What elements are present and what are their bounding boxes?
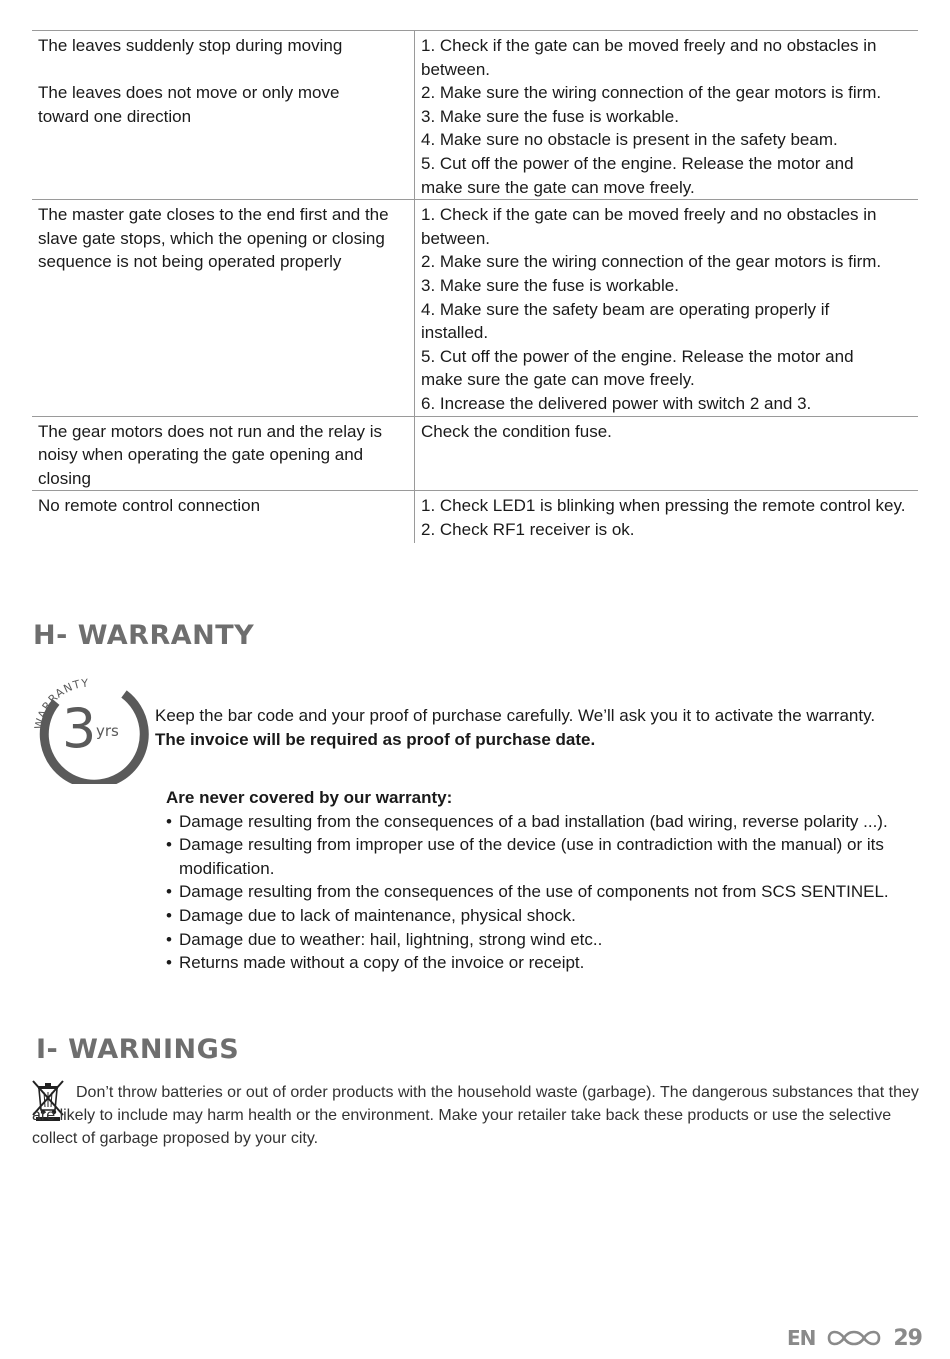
table-row	[32, 491, 918, 544]
cause-line	[38, 58, 408, 82]
warranty-intro	[155, 704, 875, 751]
cause-line: noisy when operating the gate opening and	[38, 445, 364, 465]
exclusion-item: • Damage resulting from the consequences of the use of components not from SCS SENTINEL.	[166, 880, 926, 904]
table-row	[32, 200, 918, 416]
cause-line: sequence is not being operated properly	[38, 252, 342, 272]
solution-line: installed.	[421, 323, 489, 343]
badge-unit: yrs	[96, 722, 119, 740]
solution-line: 4. Make sure no obstacle is present in the safety beam.	[421, 130, 838, 150]
cause-cell	[32, 491, 415, 544]
exclusion-item: • Damage due to weather: hail, lightning, strong wind etc..	[166, 928, 926, 952]
warranty-intro-bold: The invoice will be required as proof of purchase date.	[155, 729, 596, 749]
solution-line: 1. Check if the gate can be moved freely and no obstacles in	[421, 205, 877, 225]
cause-line: The leaves suddenly stop during moving	[38, 36, 343, 55]
solution-cell	[415, 491, 919, 544]
solution-line: 2. Make sure the wiring connection of the gear motors is firm.	[421, 83, 882, 103]
solution-line: 2. Make sure the wiring connection of the gear motors is firm.	[421, 252, 882, 272]
solution-line: 6. Increase the delivered power with switch 2 and 3.	[421, 393, 812, 413]
warranty-heading: H- WARRANTY	[33, 620, 255, 651]
table-row	[32, 416, 918, 491]
warranty-3-years-badge-icon	[30, 672, 150, 784]
solution-cell	[415, 416, 919, 491]
cause-line: No remote control connection	[38, 496, 261, 516]
cause-line: closing	[38, 468, 91, 488]
cause-line: The gear motors does not run and the relay is	[38, 421, 382, 441]
warranty-exclusions	[166, 786, 926, 975]
scs-sentinel-logo-icon	[825, 1328, 883, 1348]
solution-line: 3. Make sure the fuse is workable.	[421, 275, 679, 295]
page-footer	[787, 1322, 922, 1354]
solution-line: 1. Check if the gate can be moved freely and no obstacles in	[421, 36, 877, 55]
badge-arc-text: WARRANTY	[32, 676, 90, 731]
solution-line: 1. Check LED1 is blinking when pressing the remote control key.	[421, 496, 906, 516]
solution-line: make sure the gate can move freely.	[421, 177, 695, 197]
solution-line: 4. Make sure the safety beam are operating properly if	[421, 299, 830, 319]
solution-line: Check the condition fuse.	[421, 421, 612, 441]
solution-line: between.	[421, 59, 490, 79]
badge-number: 3	[62, 697, 97, 760]
solution-line: between.	[421, 228, 490, 248]
warnings-text: Don’t throw batteries or out of order products with the household waste (garbage). The dangerous substances that they are likely to include may harm health or the environment. Make your retailer take back these products or use the selective collect of garbage proposed by your city.	[32, 1084, 919, 1147]
warnings-heading: I- WARNINGS	[36, 1034, 240, 1065]
solution-line: 3. Make sure the fuse is workable.	[421, 106, 679, 126]
solution-line: make sure the gate can move freely.	[421, 370, 695, 390]
table-row	[32, 31, 918, 200]
warranty-intro-text: Keep the bar code and your proof of purchase carefully. We’ll ask you it to activate the warranty.	[155, 706, 876, 725]
exclusion-item: • Damage resulting from the consequences of a bad installation (bad wiring, reverse polarity ...).	[166, 810, 926, 834]
cause-cell	[32, 416, 415, 491]
exclusions-heading: Are never covered by our warranty:	[166, 788, 453, 807]
cause-cell	[32, 200, 415, 416]
cause-line: slave gate stops, which the opening or closing	[38, 228, 385, 248]
troubleshooting-table	[32, 30, 918, 543]
language-code: EN	[786, 1326, 816, 1350]
exclusion-item: • Damage resulting from improper use of the device (use in contradiction with the manual) or its modification.	[166, 833, 926, 880]
cause-line: The leaves does not move or only move	[38, 83, 340, 103]
cause-line: toward one direction	[38, 106, 192, 126]
exclusion-item: • Returns made without a copy of the invoice or receipt.	[166, 951, 926, 975]
solution-line: 2. Check RF1 receiver is ok.	[421, 519, 635, 539]
cause-cell	[32, 31, 415, 200]
exclusion-item: • Damage due to lack of maintenance, physical shock.	[166, 904, 926, 928]
solution-cell	[415, 200, 919, 416]
exclusions-list	[166, 810, 926, 975]
solution-line: 5. Cut off the power of the engine. Release the motor and	[421, 153, 854, 173]
page-number: 29	[893, 1325, 922, 1351]
solution-line: 5. Cut off the power of the engine. Release the motor and	[421, 346, 854, 366]
cause-line: The master gate closes to the end first and the	[38, 205, 389, 225]
solution-cell	[415, 31, 919, 200]
